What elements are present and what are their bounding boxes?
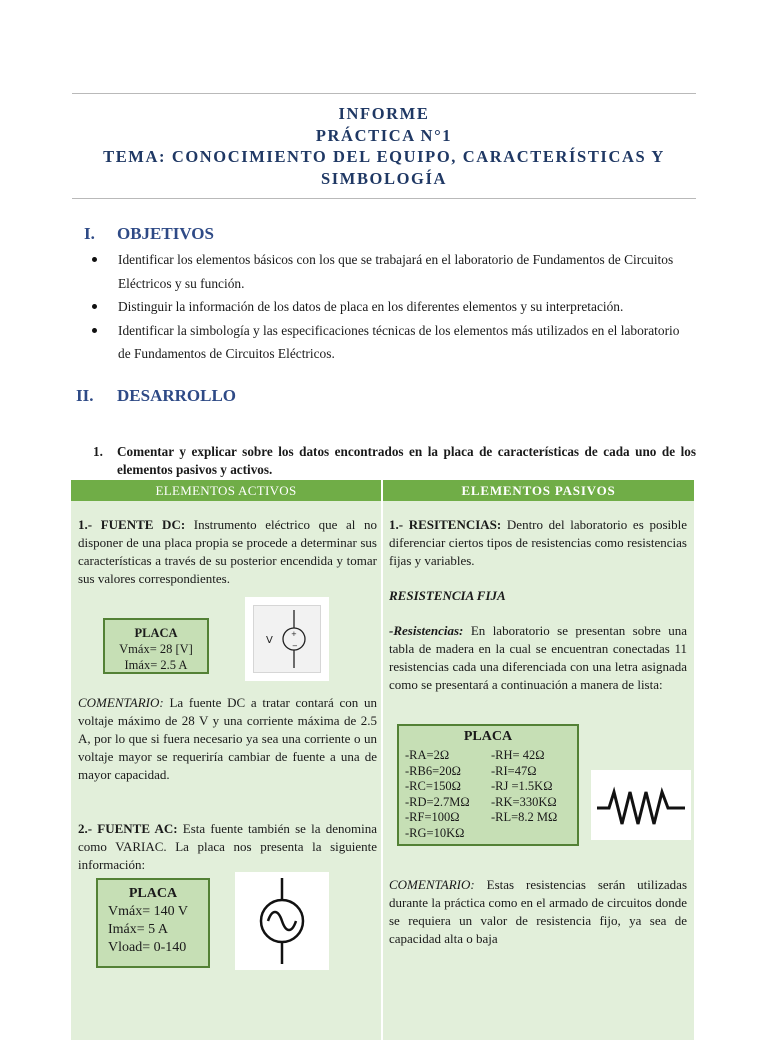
dc-symbol-image: [245, 597, 329, 681]
table-header-activos: ELEMENTOS ACTIVOS: [71, 480, 381, 501]
objectives-list: [92, 248, 692, 366]
section-number: I.: [84, 224, 95, 243]
resistances-title: 1.- RESITENCIAS:: [389, 517, 502, 532]
resistor-symbol-icon: [591, 770, 691, 840]
placa-line: -RJ =1.5KΩ: [491, 779, 553, 793]
ac-source-title: 2.- FUENTE AC:: [78, 821, 178, 836]
ac-symbol-image: [235, 872, 329, 970]
list-item-text: Identificar los elementos básicos con los que se trabajará en el laboratorio de Fundamentos de Circuitos Eléctricos y su función.: [118, 252, 674, 291]
ac-source-symbol-icon: [235, 872, 329, 970]
placa-line: -RI=47Ω: [491, 763, 537, 778]
ac-source-paragraph: [78, 820, 377, 874]
title-line-2: PRÁCTICA N°1: [315, 125, 453, 145]
section-heading-desarrollo: [76, 386, 236, 406]
placa-line: -RA=2Ω: [405, 748, 450, 762]
placa-title: PLACA: [463, 729, 513, 744]
placa-line: -RB6=20Ω: [405, 763, 461, 778]
ac-source-text: Esta fuente también se la denomina como VARIAC. La placa nos presenta la siguiente información:: [78, 821, 377, 872]
placa-line: -RG=10KΩ: [405, 825, 465, 840]
list-item-text: Identificar la simbología y las especificaciones técnicas de los elementos más utilizados en el laboratorio de Fundamentos de Circuitos Eléctricos.: [118, 322, 680, 361]
placa-title: PLACA: [134, 626, 178, 640]
placa-line: -RL=8.2 MΩ: [491, 810, 558, 824]
placa-title: PLACA: [128, 886, 178, 901]
bullet-icon: [92, 257, 97, 262]
dc-source-paragraph: [78, 516, 377, 588]
placa-line: -RF=100Ω: [405, 810, 460, 824]
bullet-icon: [92, 304, 97, 309]
resistances-sub-label: -Resistencias:: [389, 623, 464, 638]
resistances-comment: [389, 876, 687, 948]
placa-line: Imáx= 2.5 A: [124, 658, 188, 672]
list-item: [92, 319, 692, 366]
svg-text:+: +: [291, 630, 297, 638]
title-line-1: INFORME: [338, 104, 430, 123]
dc-symbol-label: V: [266, 635, 273, 646]
title-rule: [72, 198, 696, 199]
section-number: II.: [76, 386, 94, 405]
placa-right-list: [491, 748, 557, 826]
list-item: [92, 295, 692, 319]
section-heading-objetivos: [84, 224, 214, 244]
resistances-sub-text: En laboratorio se presentan sobre una tabla de madera en la cual se encuentran conectadas 11 resistencias cada una diferenciada con una letra asignada como se presentará a continuación a manera de lista:: [389, 623, 688, 692]
placa-line: Vmáx= 28 [V]: [119, 642, 193, 656]
question-number: 1.: [93, 444, 103, 459]
comment-label: COMENTARIO:: [389, 877, 475, 892]
svg-text:−: −: [292, 642, 298, 650]
column-separator: [381, 480, 383, 1040]
elements-table: [71, 480, 694, 1040]
resistances-text: Dentro del laboratorio es posible diferenciar ciertos tipos de resistencias como resistencias fijas y variables.: [389, 517, 687, 568]
comment-text: La fuente DC a tratar contará con un voltaje máximo de 28 V y una corriente máxima de 2.5 A, por lo que si fuera necesario ya sea una corriente o un voltaje mayor se requeriría cambiar de fuente a una de mayor capacidad.: [78, 695, 378, 782]
dc-comment: [78, 694, 377, 784]
placa-line: Vload= 0-140: [108, 940, 187, 955]
resistances-placa-box: [397, 724, 579, 846]
dc-source-text: Instrumento eléctrico que al no disponer de una placa propia se procede a determinar sus características a través de su posterior encendida y tomar sus valores correspondientes.: [78, 517, 377, 586]
resistor-symbol-image: [591, 770, 691, 840]
question-text: Comentar y explicar sobre los datos encontrados en la placa de características de cada uno de los elementos pasivos y activos.: [117, 444, 696, 477]
dc-source-title: 1.- FUENTE DC:: [78, 517, 186, 532]
passive-elements-column: [389, 516, 687, 694]
active-elements-column: [78, 516, 377, 588]
ac-placa-box: [96, 878, 210, 968]
placa-line: -RK=330KΩ: [491, 794, 557, 809]
list-item: [92, 248, 692, 295]
placa-line: Imáx= 5 A: [108, 922, 168, 937]
question-1: [93, 443, 696, 479]
top-rule: [72, 93, 696, 94]
placa-line: -RH= 42Ω: [491, 748, 545, 762]
title-line-4: SIMBOLOGÍA: [320, 168, 448, 188]
section-title: OBJETIVOS: [117, 224, 214, 243]
table-header-pasivos: ELEMENTOS PASIVOS: [383, 480, 694, 501]
comment-label: COMENTARIO:: [78, 695, 164, 710]
list-item-text: Distinguir la información de los datos de placa en los diferentes elementos y su interpretación.: [118, 299, 624, 314]
placa-line: Vmáx= 140 V: [108, 904, 188, 919]
bullet-icon: [92, 328, 97, 333]
placa-line: -RC=150Ω: [405, 779, 461, 793]
comment-text: Estas resistencias serán utilizadas durante la práctica como en el armado de circuitos donde se requiera un valor de resistencia fijo, ya sea de capacidad alta o baja: [389, 877, 687, 946]
placa-left-list: [405, 748, 470, 841]
fixed-resistance-heading: RESISTENCIA FIJA: [389, 588, 506, 603]
section-title: DESARROLLO: [117, 386, 237, 405]
title-line-3: TEMA: CONOCIMIENTO DEL EQUIPO, CARACTERÍSTICAS Y: [103, 147, 665, 166]
placa-line: -RD=2.7MΩ: [405, 794, 470, 809]
dc-placa-box: [103, 618, 209, 674]
report-title: [72, 103, 696, 189]
dc-source-symbol-icon: [254, 606, 320, 672]
